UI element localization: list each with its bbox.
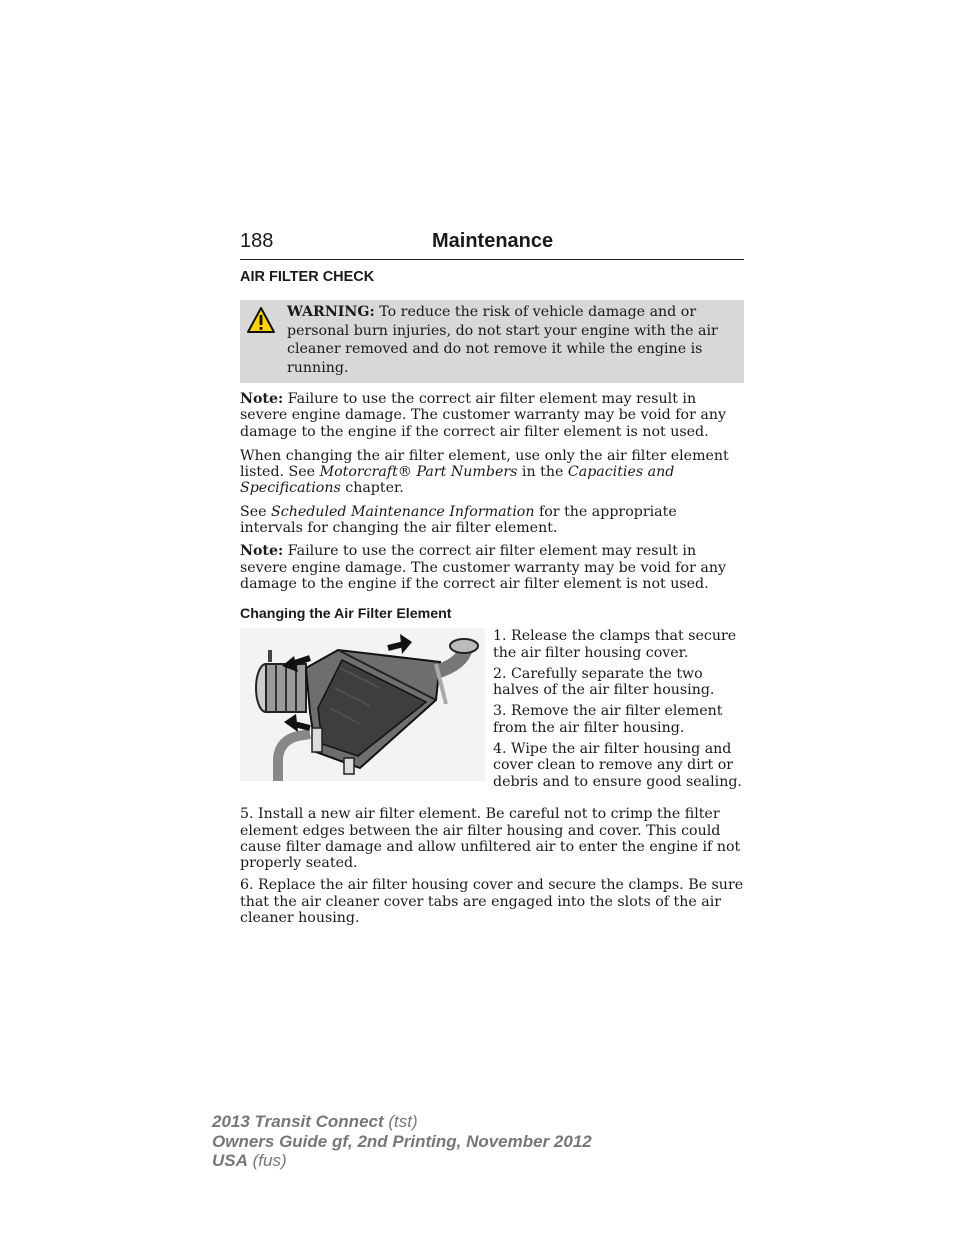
air-filter-illustration (240, 628, 485, 781)
footer-line: USA (fus) (212, 1151, 287, 1170)
list-item: 3. Remove the air filter element from the air filter housing. (493, 703, 723, 736)
list-item: 1. Release the clamps that secure the air filter housing cover. (493, 628, 737, 661)
manual-page (240, 228, 744, 926)
page-number: 188 (240, 230, 274, 252)
footer-line: Owners Guide gf, 2nd Printing, November 2012 (212, 1131, 592, 1151)
warning-triangle-icon (246, 306, 276, 334)
page-header (240, 228, 744, 260)
steps-list (493, 628, 744, 795)
note-paragraph: Note: Failure to use the correct air filter element may result in severe engine damage. The customer warranty may be void for any damage to the engine if the correct air filter element is not used. (240, 391, 726, 440)
part-numbers-paragraph: When changing the air filter element, use only the air filter element listed. See Motorcraft® Part Numbers in the Capacities and Specifications chapter. (240, 447, 729, 497)
schedule-paragraph: See Scheduled Maintenance Information for the appropriate intervals for changing the air filter element. (240, 503, 677, 537)
capacities-reference: Capacities and Specifications (240, 464, 675, 497)
page-footer (212, 1112, 592, 1171)
subsection-heading: Changing the Air Filter Element (240, 606, 452, 623)
warning-label: WARNING: (287, 304, 375, 320)
figure-row (240, 628, 744, 806)
list-item: 6. Replace the air filter housing cover and secure the clamps. Be sure that the air cleaner cover tabs are engaged into the slots of the air cleaner housing. (240, 877, 744, 927)
part-numbers-reference: Motorcraft® Part Numbers (319, 464, 518, 481)
section-heading: AIR FILTER CHECK (240, 269, 375, 285)
footer-line: 2013 Transit Connect (tst) (212, 1112, 418, 1131)
list-item: 5. Install a new air filter element. Be careful not to crimp the filter element edges between the air filter housing and cover. This could cause filter damage and allow unfiltered air to enter the engine if not properly seated. (240, 806, 741, 872)
schedule-reference: Scheduled Maintenance Information (271, 503, 535, 520)
warning-text: WARNING: To reduce the risk of vehicle damage and or personal burn injuries, do not start your engine with the air cleaner removed and do not remove it while the engine is running. (287, 304, 718, 376)
chapter-title: Maintenance (432, 230, 554, 252)
list-item: 4. Wipe the air filter housing and cover clean to remove any dirt or debris and to ensure good sealing. (493, 741, 742, 790)
warning-box (240, 300, 744, 383)
list-item: 2. Carefully separate the two halves of the air filter housing. (493, 665, 715, 699)
note-paragraph: Note: Failure to use the correct air filter element may result in severe engine damage. The customer warranty may be void for any damage to the engine if the correct air filter element is not used. (240, 543, 726, 592)
